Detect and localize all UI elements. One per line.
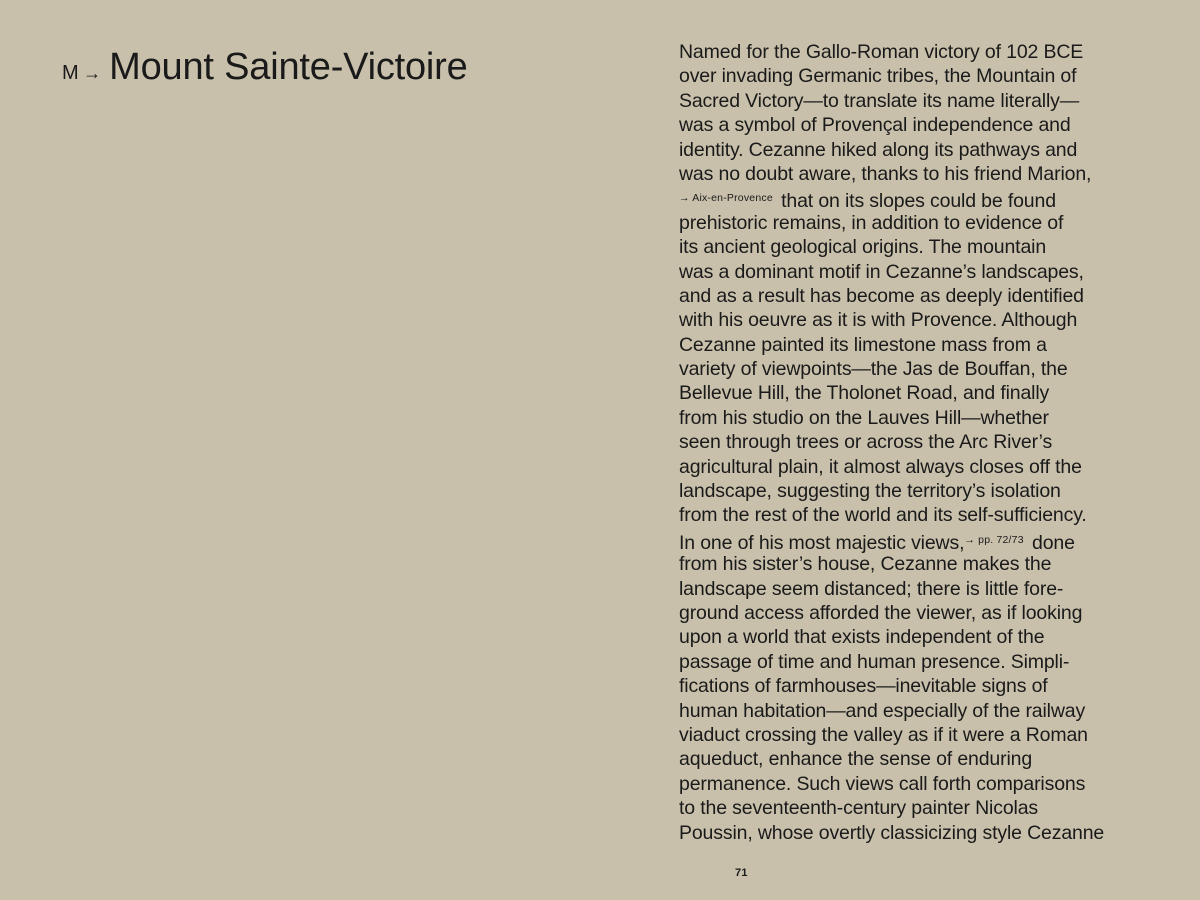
body-line-with-xref xyxy=(679,528,1179,552)
body-line: Poussin, whose overtly classicizing style Cezanne xyxy=(679,821,1105,844)
body-line-text: done xyxy=(1032,531,1075,554)
body-text xyxy=(679,40,1179,845)
body-line: human habitation—and especially of the railway xyxy=(679,699,1086,722)
body-line: was a dominant motif in Cezanne’s landscapes, xyxy=(679,260,1084,283)
body-line: with his oeuvre as it is with Provence. Although xyxy=(679,309,1078,332)
cross-reference-aix[interactable]: → Aix-en-Provence xyxy=(679,192,773,205)
body-line: Cezanne painted its limestone mass from a xyxy=(679,333,1047,356)
body-line: seen through trees or across the Arc River’s xyxy=(679,431,1053,454)
body-line: agricultural plain, it almost always closes off the xyxy=(679,455,1082,478)
body-line: landscape, suggesting the territory’s isolation xyxy=(679,480,1061,503)
body-line: Bellevue Hill, the Tholonet Road, and finally xyxy=(679,382,1050,405)
body-line: permanence. Such views call forth comparisons xyxy=(679,772,1086,795)
body-line: from the rest of the world and its self-sufficiency. xyxy=(679,504,1087,527)
body-line: Sacred Victory—to translate its name literally— xyxy=(679,89,1080,112)
entry-header xyxy=(62,48,468,86)
body-line: ground access afforded the viewer, as if looking xyxy=(679,601,1083,624)
body-line: prehistoric remains, in addition to evidence of xyxy=(679,211,1064,234)
body-line: landscape seem distanced; there is little fore- xyxy=(679,577,1064,600)
body-line: aqueduct, enhance the sense of enduring xyxy=(679,748,1033,771)
body-line: variety of viewpoints—the Jas de Bouffan, the xyxy=(679,358,1068,381)
body-line-text: In one of his most majestic views, xyxy=(679,531,965,554)
body-line: from his sister’s house, Cezanne makes the xyxy=(679,553,1052,576)
entry-title: Mount Sainte-Victoire xyxy=(109,46,468,88)
body-line: upon a world that exists independent of the xyxy=(679,626,1045,649)
body-line-with-xref xyxy=(679,186,1179,213)
page-number: 71 xyxy=(735,867,748,879)
body-line: was a symbol of Provençal independence and xyxy=(679,114,1071,137)
body-line: passage of time and human presence. Simpli- xyxy=(679,650,1070,673)
entry-letter: M xyxy=(62,62,80,84)
body-line: viaduct crossing the valley as if it were a Roman xyxy=(679,723,1088,746)
body-line: its ancient geological origins. The mountain xyxy=(679,236,1047,259)
body-line: and as a result has become as deeply identified xyxy=(679,284,1084,307)
body-line: identity. Cezanne hiked along its pathways and xyxy=(679,138,1078,161)
cross-reference-pages[interactable]: → pp. 72/73 xyxy=(964,533,1024,546)
body-line: Named for the Gallo-Roman victory of 102 BCE xyxy=(679,41,1084,63)
body-line-text: that on its slopes could be found xyxy=(781,190,1056,213)
body-line: over invading Germanic tribes, the Mountain of xyxy=(679,65,1077,88)
body-line: from his studio on the Lauves Hill—whether xyxy=(679,406,1049,429)
body-line: to the seventeenth-century painter Nicolas xyxy=(679,797,1038,820)
body-line: was no doubt aware, thanks to his friend Marion, xyxy=(679,162,1092,185)
body-line: fications of farmhouses—inevitable signs of xyxy=(679,675,1048,698)
arrow-right-icon: → xyxy=(83,63,102,83)
